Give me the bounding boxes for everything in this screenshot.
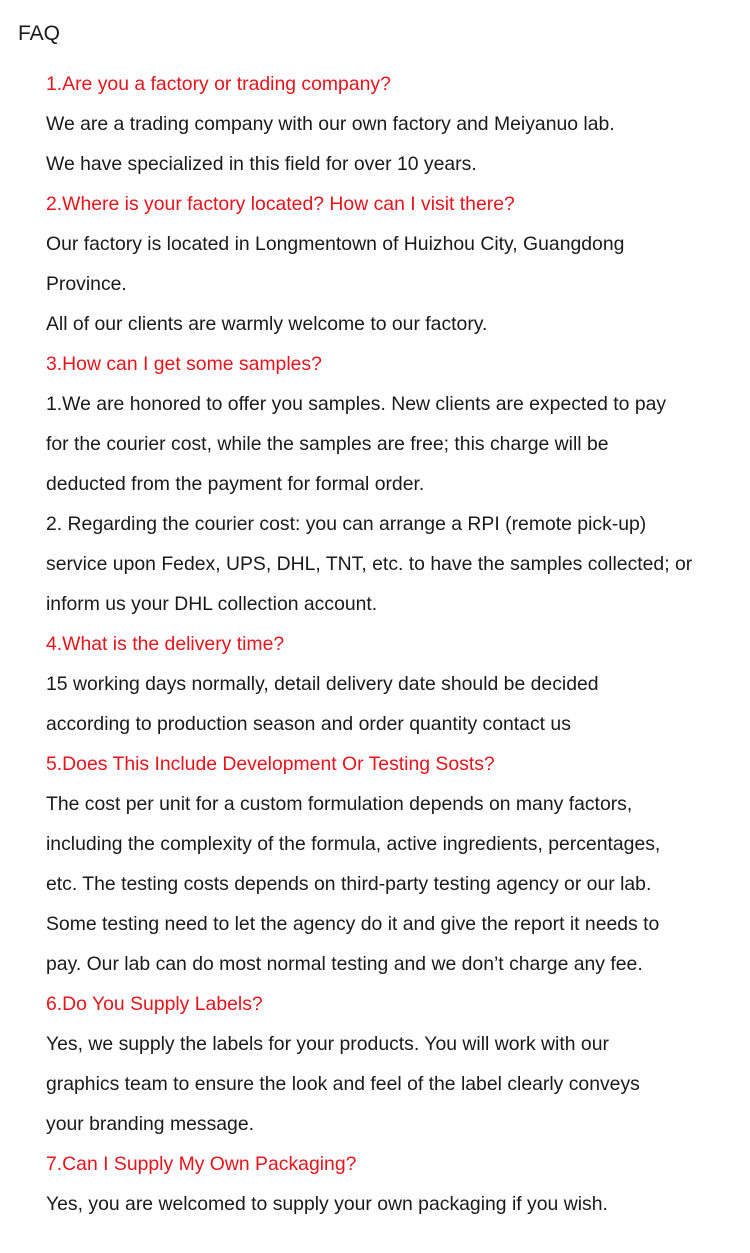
faq-question: 2.Where is your factory located? How can I visit there?: [46, 193, 515, 215]
faq-question: 7.Can I Supply My Own Packaging?: [46, 1153, 357, 1175]
faq-item: [46, 984, 750, 1144]
faq-answer-line: Yes, you are welcomed to supply your own packaging if you wish.: [46, 1193, 608, 1215]
faq-answer-line: service upon Fedex, UPS, DHL, TNT, etc. to have the samples collected; or: [46, 553, 693, 575]
faq-answer-line: according to production season and order quantity contact us: [46, 713, 571, 735]
faq-question: 1.Are you a factory or trading company?: [46, 73, 391, 95]
faq-item: [46, 744, 750, 984]
faq-answer-line: your branding message.: [46, 1113, 255, 1135]
faq-answer-line: including the complexity of the formula, active ingredients, percentages,: [46, 833, 661, 855]
faq-answer-line: Our factory is located in Longmentown of Huizhou City, Guangdong: [46, 233, 625, 255]
faq-answer-line: 1.We are honored to offer you samples. New clients are expected to pay: [46, 393, 667, 415]
faq-answer-line: We are a trading company with our own factory and Meiyanuo lab.: [46, 113, 615, 135]
faq-question: 6.Do You Supply Labels?: [46, 993, 263, 1015]
faq-question: 4.What is the delivery time?: [46, 633, 285, 655]
faq-item: [46, 184, 750, 344]
faq-answer-line: pay. Our lab can do most normal testing and we don’t charge any fee.: [46, 953, 643, 975]
faq-question: 3.How can I get some samples?: [46, 353, 322, 375]
faq-answer-line: graphics team to ensure the look and feel of the label clearly conveys: [46, 1073, 640, 1095]
faq-answer-line: Province.: [46, 273, 127, 295]
faq-item: [46, 1144, 750, 1224]
faq-answer-line: inform us your DHL collection account.: [46, 593, 378, 615]
faq-answer-line: Some testing need to let the agency do it and give the report it needs to: [46, 913, 660, 935]
faq-answer-line: All of our clients are warmly welcome to our factory.: [46, 313, 488, 335]
faq-answer-line: Yes, we supply the labels for your products. You will work with our: [46, 1033, 609, 1055]
faq-answer-line: 15 working days normally, detail delivery date should be decided: [46, 673, 599, 695]
faq-answer-line: 2. Regarding the courier cost: you can arrange a RPI (remote pick-up): [46, 513, 647, 535]
faq-item: [46, 64, 750, 184]
faq-question: 5.Does This Include Development Or Testing Sosts?: [46, 753, 495, 775]
page-title: FAQ: [18, 22, 61, 45]
faq-answer-line: The cost per unit for a custom formulation depends on many factors,: [46, 793, 633, 815]
faq-item: [46, 624, 750, 744]
faq-list: [46, 64, 750, 1224]
faq-item: [46, 344, 750, 624]
faq-answer-line: deducted from the payment for formal order.: [46, 473, 425, 495]
faq-answer-line: etc. The testing costs depends on third-party testing agency or our lab.: [46, 873, 652, 895]
faq-answer-line: for the courier cost, while the samples are free; this charge will be: [46, 433, 609, 455]
faq-answer-line: We have specialized in this field for over 10 years.: [46, 153, 477, 175]
